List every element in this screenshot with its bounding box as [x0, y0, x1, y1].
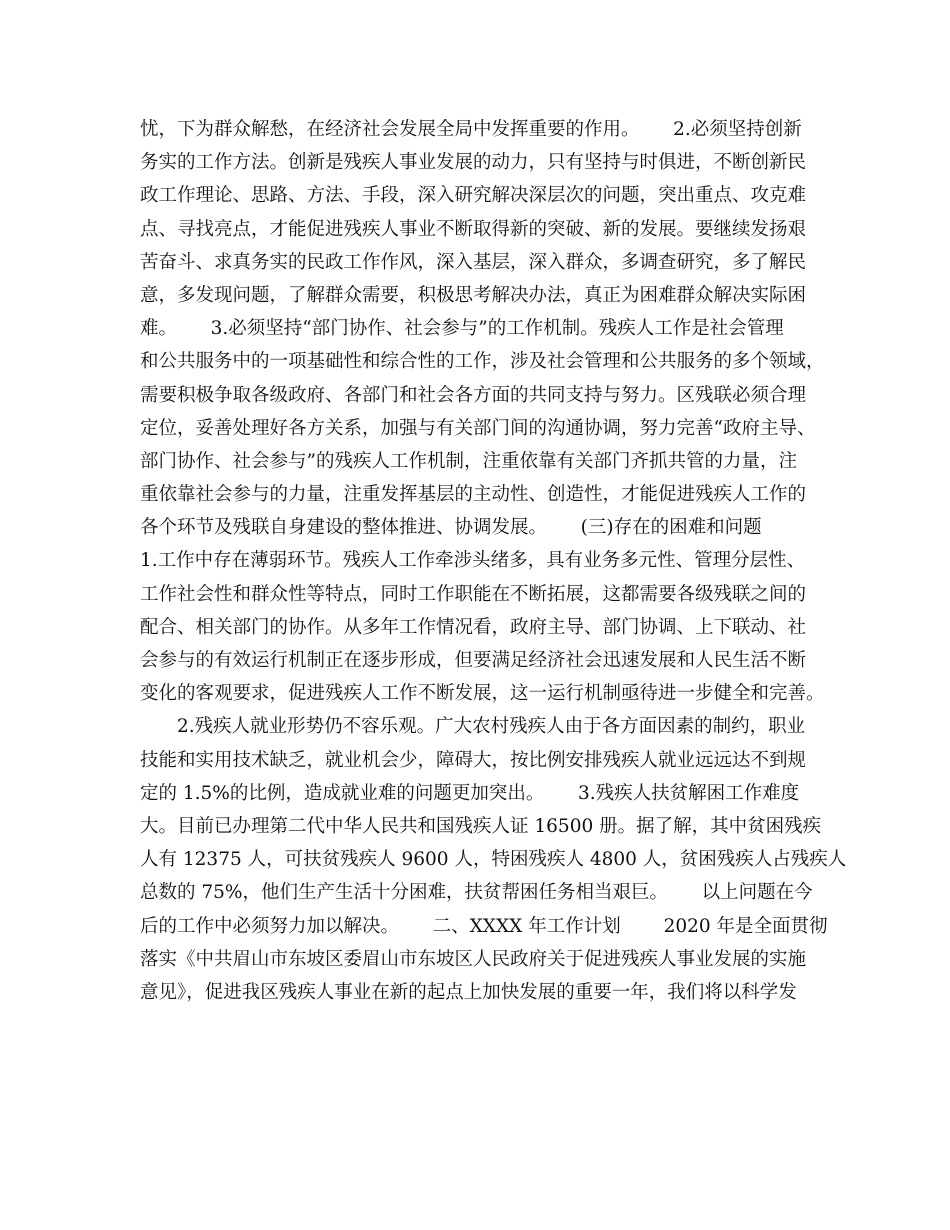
text-line: 定的 1.5%的比例，造成就业难的问题更加突出。 3.残疾人扶贫解困工作难度 — [140, 782, 800, 804]
text-line: 政工作理论、思路、方法、手段，深入研究解决深层次的问题，突出重点、攻克难 — [140, 185, 807, 207]
text-line: 总数的 75%，他们生产生活十分困难，扶贫帮困任务相当艰巨。 以上问题在今 — [140, 882, 813, 904]
text-line: 意见》，促进我区残疾人事业在新的起点上加快发展的重要一年，我们将以科学发 — [140, 981, 797, 1003]
text-line: 会参与的有效运行机制正在逐步形成，但要满足经济社会迅速发展和人民生活不断 — [140, 650, 807, 671]
text-line: 2.残疾人就业形势仍不容乐观。广大农村残疾人由于各方面因素的制约，职业 — [140, 716, 806, 738]
text-line: 后的工作中必须努力加以解决。 二、XXXX 年工作计划 2020 年是全面贯彻 — [140, 915, 828, 937]
body-text — [140, 113, 847, 1009]
text-line: 忧，下为群众解愁，在经济社会发展全局中发挥重要的作用。 2.必须坚持创新 — [140, 119, 802, 140]
text-line: 技能和实用技术缺乏，就业机会少，障碍大，按比例安排残疾人就业远远达不到规 — [140, 749, 807, 771]
text-line: 工作社会性和群众性等特点，同时工作职能在不断拓展，这都需要各级残联之间的 — [140, 583, 807, 605]
text-line: 需要积极争取各级政府、各部门和社会各方面的共同支持与努力。区残联必须合理 — [140, 384, 807, 406]
text-line: 意，多发现问题，了解群众需要，积极思考解决办法，真正为困难群众解决实际困 — [140, 284, 807, 306]
text-line: 各个环节及残联自身建设的整体推进、协调发展。 (三)存在的困难和问题 — [140, 517, 762, 539]
text-line: 人有 12375 人，可扶贫残疾人 9600 人，特困残疾人 4800 人，贫困残疾人占残疾人 — [140, 849, 847, 871]
text-line: 难。 3.必须坚持“部门协作、社会参与”的工作机制。残疾人工作是社会管理 — [140, 318, 784, 340]
text-line: 落实《中共眉山市东坡区委眉山市东坡区人民政府关于促进残疾人事业发展的实施 — [140, 948, 807, 970]
text-line: 变化的客观要求，促进残疾人工作不断发展，这一运行机制亟待进一步健全和完善。 — [140, 683, 825, 705]
text-line: 和公共服务中的一项基础性和综合性的工作，涉及社会管理和公共服务的多个领域， — [140, 351, 825, 373]
text-line: 1.工作中存在薄弱环节。残疾人工作牵涉头绪多，具有业务多元性、管理分层性、 — [140, 550, 806, 572]
text-line: 重依靠社会参与的力量，注重发挥基层的主动性、创造性，才能促进残疾人工作的 — [140, 484, 807, 506]
text-line: 部门协作、社会参与”的残疾人工作机制，注重依靠有关部门齐抓共管的力量，注 — [140, 450, 797, 472]
text-line: 点、寻找亮点，才能促进残疾人事业不断取得新的突破、新的发展。要继续发扬艰 — [140, 218, 807, 240]
text-line: 定位，妥善处理好各方关系，加强与有关部门间的沟通协调，努力完善“政府主导、 — [140, 417, 816, 439]
text-line: 务实的工作方法。创新是残疾人事业发展的动力，只有坚持与时俱进，不断创新民 — [140, 152, 807, 174]
text-line: 配合、相关部门的协作。从多年工作情况看，政府主导、部门协调、上下联动、社 — [140, 616, 807, 638]
text-line: 苦奋斗、求真务实的民政工作作风，深入基层，深入群众，多调查研究，多了解民 — [140, 251, 807, 273]
text-line: 大。目前已办理第二代中华人民共和国残疾人证 16500 册。据了解，其中贫困残疾 — [140, 815, 822, 837]
